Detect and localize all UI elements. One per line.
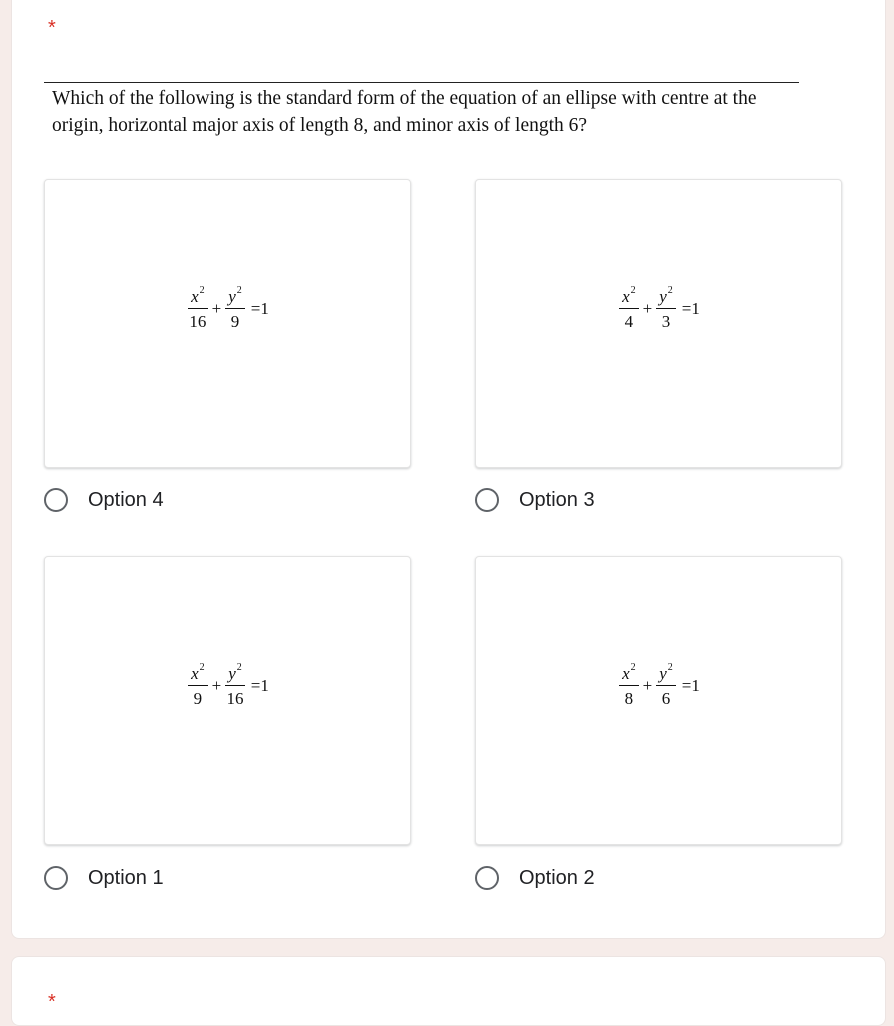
y-denominator: 3 [661,312,671,331]
option-1-choice[interactable] [44,866,164,890]
option-2-choice[interactable] [475,866,595,890]
exponent: 2 [199,662,205,674]
exponent: 2 [236,285,242,297]
option-2-label[interactable]: Option 2 [519,866,595,889]
fraction-y [225,662,245,708]
equals-one: =1 [250,299,269,318]
fraction-x [188,662,208,708]
fraction-y [656,662,676,708]
exponent: 2 [630,662,636,674]
question-text: Which of the following is the standard form of the equation of an ellipse with centre at the origin, horizontal major axis of length 8, and minor axis of length 6? [52,88,757,136]
option-image-4 [44,179,411,468]
fraction-x [619,662,639,708]
exponent: 2 [667,662,673,674]
x-variable: x [191,664,199,683]
option-image-2 [475,556,842,845]
option-4-choice[interactable] [44,488,164,512]
next-question-card [11,956,886,1026]
option-4-label[interactable]: Option 4 [88,488,164,511]
equals-one: =1 [250,676,269,695]
radio-button-option-3[interactable] [475,488,499,512]
y-denominator: 9 [230,312,240,331]
exponent: 2 [199,285,205,297]
x-denominator: 4 [624,312,634,331]
equals-one: =1 [681,299,700,318]
fraction-x [188,285,208,331]
x-denominator: 16 [189,312,207,331]
formula-option-4 [45,285,410,331]
option-image-3 [475,179,842,468]
radio-button-option-2[interactable] [475,866,499,890]
option-image-1 [44,556,411,845]
exponent: 2 [236,662,242,674]
required-asterisk: * [48,17,56,39]
plus-sign: + [211,299,222,318]
exponent: 2 [667,285,673,297]
plus-sign: + [642,676,653,695]
y-denominator: 6 [661,689,671,708]
x-denominator: 9 [193,689,203,708]
option-3-label[interactable]: Option 3 [519,488,595,511]
y-variable: y [659,287,667,306]
option-1-label[interactable]: Option 1 [88,866,164,889]
x-variable: x [622,287,630,306]
x-variable: x [622,664,630,683]
fraction-x [619,285,639,331]
y-variable: y [659,664,667,683]
formula-option-3 [476,285,841,331]
y-variable: y [228,287,236,306]
plus-sign: + [642,299,653,318]
equals-one: =1 [681,676,700,695]
option-3-choice[interactable] [475,488,595,512]
formula-option-2 [476,662,841,708]
fraction-y [656,285,676,331]
plus-sign: + [211,676,222,695]
formula-option-1 [45,662,410,708]
fraction-y [225,285,245,331]
x-variable: x [191,287,199,306]
next-required-asterisk: * [48,991,56,1013]
question-divider [44,82,799,83]
exponent: 2 [630,285,636,297]
radio-button-option-1[interactable] [44,866,68,890]
y-denominator: 16 [226,689,244,708]
x-denominator: 8 [624,689,634,708]
y-variable: y [228,664,236,683]
radio-button-option-4[interactable] [44,488,68,512]
